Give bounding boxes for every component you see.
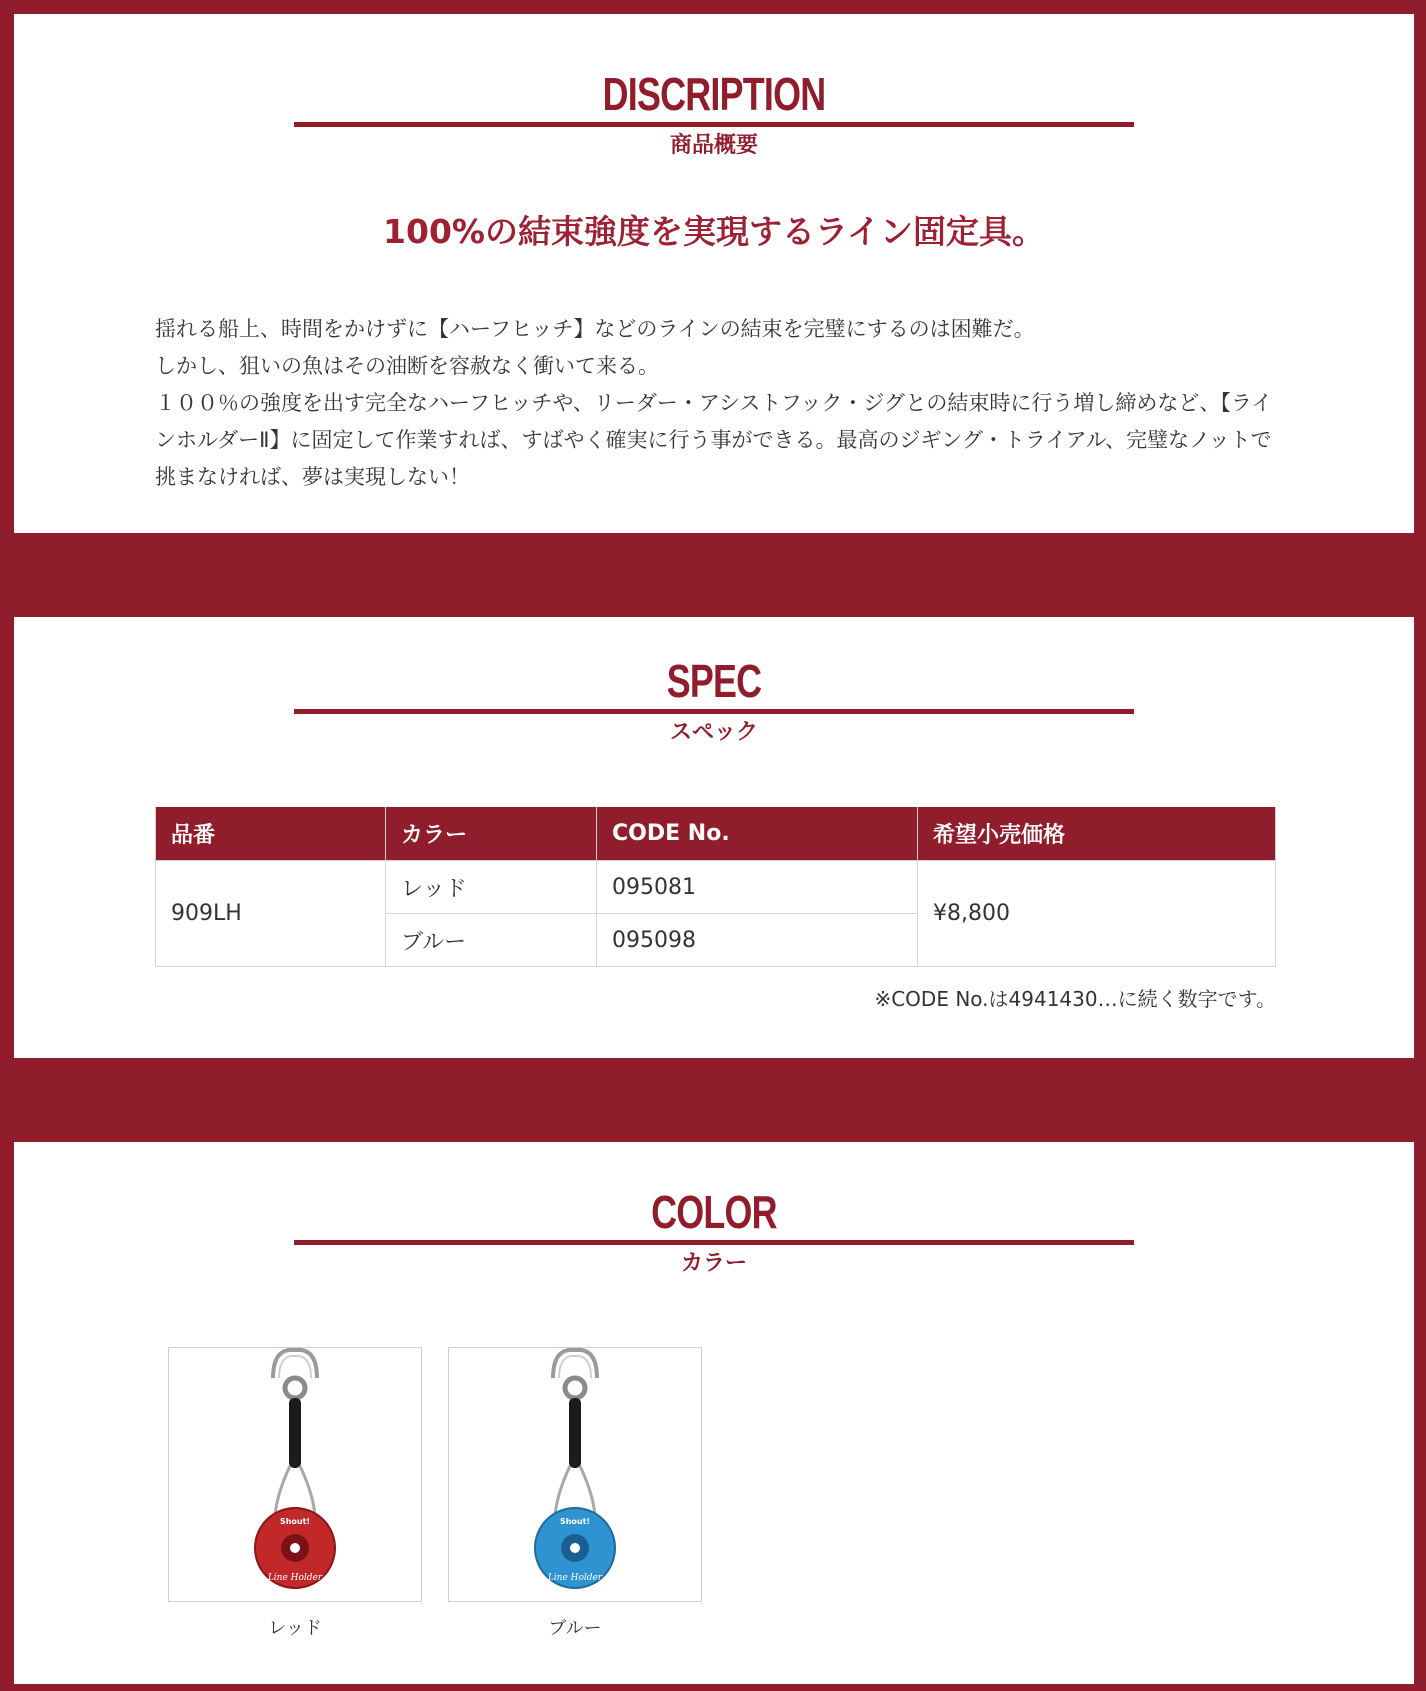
color-subtitle: カラー bbox=[680, 1251, 747, 1276]
disc-logo-text: Shout! bbox=[279, 1517, 311, 1526]
column-header-price: 希望小売価格 bbox=[918, 807, 1276, 861]
disc-logo-text: Shout! bbox=[559, 1517, 591, 1526]
color-swatch-blue[interactable] bbox=[448, 1347, 702, 1640]
description-paragraph: １００％の強度を出す完全なハーフヒッチや、リーダー・アシストフック・ジグとの結束時に行う増し締めなど、【ラインホルダーⅡ】に固定して作業すれば、すばやく確実に行う事ができる。最高のジギング・トライアル、完璧なノットで挑まなければ、夢は実現しない！ bbox=[155, 391, 1273, 489]
disc-product-text: Line Holder bbox=[547, 1573, 603, 1583]
table-row bbox=[156, 861, 1276, 914]
code-cell: 095081 bbox=[597, 861, 918, 914]
line-holder-blue-image bbox=[449, 1348, 701, 1601]
color-label: レッド bbox=[268, 1618, 322, 1639]
code-note: ※CODE No.は4941430…に続く数字です。 bbox=[874, 987, 1276, 1011]
description-paragraph: しかし、狙いの魚はその油断を容赦なく衝いて来る。 bbox=[155, 354, 659, 378]
heading-divider bbox=[294, 1240, 1134, 1245]
code-cell: 095098 bbox=[597, 914, 918, 967]
heading-divider bbox=[294, 709, 1134, 714]
product-image-blue[interactable] bbox=[448, 1347, 702, 1602]
description-title: DISCRIPTION bbox=[602, 68, 826, 120]
color-cell: レッド bbox=[386, 861, 597, 914]
description-subtitle: 商品概要 bbox=[669, 133, 758, 158]
description-section bbox=[14, 14, 1414, 533]
spec-section bbox=[14, 617, 1414, 1058]
product-tagline: 100%の結束強度を実現するライン固定具。 bbox=[383, 212, 1045, 251]
spec-title: SPEC bbox=[666, 655, 762, 707]
description-body bbox=[155, 311, 1275, 496]
table-header-row bbox=[156, 807, 1276, 861]
description-paragraph: 揺れる船上、時間をかけずに【ハーフヒッチ】などのラインの結束を完璧にするのは困難だ。 bbox=[155, 317, 1035, 341]
model-cell: 909LH bbox=[156, 861, 386, 967]
column-header-code: CODE No. bbox=[597, 807, 918, 861]
spec-heading bbox=[14, 653, 1414, 748]
color-label: ブルー bbox=[548, 1618, 602, 1639]
line-holder-red-image bbox=[169, 1348, 421, 1601]
spec-subtitle: スペック bbox=[669, 720, 758, 745]
disc-product-text: Line Holder bbox=[267, 1573, 323, 1583]
column-header-color: カラー bbox=[386, 807, 597, 861]
color-heading bbox=[14, 1184, 1414, 1279]
description-heading bbox=[14, 66, 1414, 161]
color-swatch-red[interactable] bbox=[168, 1347, 422, 1640]
column-header-model: 品番 bbox=[156, 807, 386, 861]
color-cell: ブルー bbox=[386, 914, 597, 967]
color-section bbox=[14, 1142, 1414, 1684]
color-title: COLOR bbox=[651, 1186, 777, 1238]
spec-table bbox=[155, 807, 1276, 967]
price-cell: ¥8,800 bbox=[918, 861, 1276, 967]
heading-divider bbox=[294, 122, 1134, 127]
product-image-red[interactable] bbox=[168, 1347, 422, 1602]
